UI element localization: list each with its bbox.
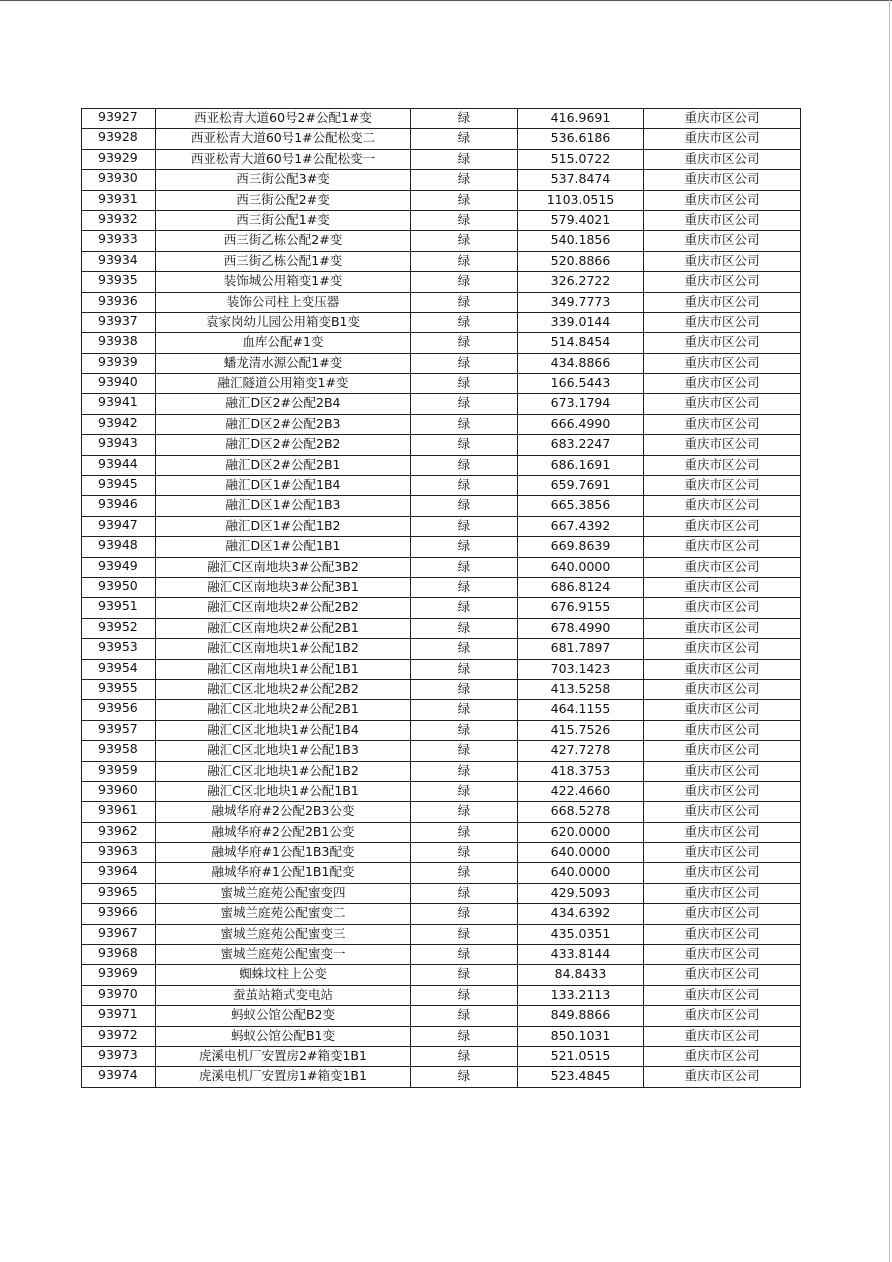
cell-company: 重庆市区公司 [644,985,801,1005]
cell-id: 93946 [82,496,156,516]
cell-name: 蚕茧站箱式变电站 [156,985,411,1005]
cell-name: 蜜城兰庭苑公配蜜变三 [156,924,411,944]
cell-id: 93931 [82,190,156,210]
table-row [82,109,801,129]
cell-name: 融汇C区北地块1#公配1B4 [156,720,411,740]
cell-id: 93944 [82,455,156,475]
cell-value: 665.3856 [518,496,644,516]
cell-id: 93939 [82,353,156,373]
cell-value: 686.1691 [518,455,644,475]
cell-company: 重庆市区公司 [644,312,801,332]
cell-value: 640.0000 [518,843,644,863]
cell-status: 绿 [411,455,518,475]
cell-name: 西三街公配3#变 [156,170,411,190]
cell-value: 415.7526 [518,720,644,740]
cell-name: 融汇D区1#公配1B4 [156,476,411,496]
cell-id: 93950 [82,577,156,597]
table-row [82,679,801,699]
table-row [82,353,801,373]
cell-value: 416.9691 [518,109,644,129]
cell-company: 重庆市区公司 [644,822,801,842]
cell-status: 绿 [411,1046,518,1066]
cell-company: 重庆市区公司 [644,659,801,679]
table-row [82,883,801,903]
cell-name: 西三街乙栋公配2#变 [156,231,411,251]
table-row [82,761,801,781]
cell-company: 重庆市区公司 [644,945,801,965]
cell-name: 西亚松青大道60号1#公配松变一 [156,149,411,169]
cell-status: 绿 [411,618,518,638]
cell-status: 绿 [411,251,518,271]
cell-status: 绿 [411,985,518,1005]
transformer-table [81,108,801,1088]
cell-company: 重庆市区公司 [644,639,801,659]
cell-value: 523.4845 [518,1067,644,1087]
cell-status: 绿 [411,129,518,149]
table-row [82,190,801,210]
cell-id: 93956 [82,700,156,720]
cell-id: 93949 [82,557,156,577]
table-row [82,843,801,863]
cell-id: 93952 [82,618,156,638]
cell-value: 514.8454 [518,333,644,353]
cell-status: 绿 [411,435,518,455]
table-row [82,598,801,618]
cell-company: 重庆市区公司 [644,1026,801,1046]
cell-id: 93967 [82,924,156,944]
cell-value: 520.8866 [518,251,644,271]
cell-id: 93971 [82,1006,156,1026]
cell-id: 93938 [82,333,156,353]
cell-id: 93940 [82,374,156,394]
cell-value: 413.5258 [518,679,644,699]
cell-id: 93974 [82,1067,156,1087]
table-row [82,455,801,475]
cell-name: 融汇C区南地块1#公配1B2 [156,639,411,659]
cell-value: 435.0351 [518,924,644,944]
cell-name: 蜜城兰庭苑公配蜜变二 [156,904,411,924]
cell-company: 重庆市区公司 [644,374,801,394]
cell-status: 绿 [411,516,518,536]
cell-name: 蜜城兰庭苑公配蜜变四 [156,883,411,903]
cell-name: 融城华府#1公配1B3配变 [156,843,411,863]
cell-value: 640.0000 [518,863,644,883]
cell-company: 重庆市区公司 [644,700,801,720]
cell-name: 虎溪电机厂安置房1#箱变1B1 [156,1067,411,1087]
cell-value: 678.4990 [518,618,644,638]
cell-value: 667.4392 [518,516,644,536]
cell-id: 93935 [82,272,156,292]
table-row [82,1026,801,1046]
cell-company: 重庆市区公司 [644,924,801,944]
cell-id: 93957 [82,720,156,740]
cell-company: 重庆市区公司 [644,802,801,822]
cell-id: 93964 [82,863,156,883]
cell-status: 绿 [411,802,518,822]
table-row [82,496,801,516]
cell-id: 93968 [82,945,156,965]
cell-status: 绿 [411,394,518,414]
table-row [82,985,801,1005]
table-row [82,1046,801,1066]
table-row [82,965,801,985]
table-row [82,618,801,638]
cell-id: 93960 [82,781,156,801]
cell-id: 93932 [82,210,156,230]
cell-value: 659.7691 [518,476,644,496]
cell-company: 重庆市区公司 [644,781,801,801]
cell-id: 93930 [82,170,156,190]
cell-company: 重庆市区公司 [644,965,801,985]
cell-company: 重庆市区公司 [644,557,801,577]
cell-name: 血库公配#1变 [156,333,411,353]
cell-company: 重庆市区公司 [644,394,801,414]
cell-name: 西三街公配2#变 [156,190,411,210]
cell-company: 重庆市区公司 [644,149,801,169]
cell-status: 绿 [411,904,518,924]
cell-company: 重庆市区公司 [644,1067,801,1087]
table-row [82,1067,801,1087]
table-row [82,210,801,230]
cell-name: 融汇D区1#公配1B3 [156,496,411,516]
cell-id: 93973 [82,1046,156,1066]
cell-company: 重庆市区公司 [644,333,801,353]
table-row [82,129,801,149]
cell-company: 重庆市区公司 [644,679,801,699]
table-row [82,557,801,577]
table-row [82,476,801,496]
table-row [82,577,801,597]
cell-company: 重庆市区公司 [644,251,801,271]
cell-value: 686.8124 [518,577,644,597]
table-row [82,904,801,924]
cell-name: 融汇D区2#公配2B2 [156,435,411,455]
table-row [82,292,801,312]
cell-value: 640.0000 [518,557,644,577]
cell-name: 虎溪电机厂安置房2#箱变1B1 [156,1046,411,1066]
cell-company: 重庆市区公司 [644,1046,801,1066]
cell-id: 93947 [82,516,156,536]
table-row [82,231,801,251]
cell-status: 绿 [411,537,518,557]
cell-company: 重庆市区公司 [644,598,801,618]
cell-status: 绿 [411,781,518,801]
cell-company: 重庆市区公司 [644,537,801,557]
cell-company: 重庆市区公司 [644,761,801,781]
cell-company: 重庆市区公司 [644,190,801,210]
cell-status: 绿 [411,679,518,699]
cell-value: 537.8474 [518,170,644,190]
cell-value: 464.1155 [518,700,644,720]
cell-id: 93969 [82,965,156,985]
cell-value: 521.0515 [518,1046,644,1066]
cell-value: 849.8866 [518,1006,644,1026]
cell-company: 重庆市区公司 [644,720,801,740]
cell-id: 93933 [82,231,156,251]
cell-company: 重庆市区公司 [644,863,801,883]
page-top-border [0,0,892,1]
cell-company: 重庆市区公司 [644,231,801,251]
cell-value: 668.5278 [518,802,644,822]
cell-id: 93937 [82,312,156,332]
cell-name: 装饰公司柱上变压器 [156,292,411,312]
cell-name: 蚂蚁公馆公配B2变 [156,1006,411,1026]
table-row [82,863,801,883]
cell-status: 绿 [411,109,518,129]
cell-company: 重庆市区公司 [644,577,801,597]
cell-id: 93948 [82,537,156,557]
cell-status: 绿 [411,843,518,863]
cell-status: 绿 [411,822,518,842]
cell-value: 418.3753 [518,761,644,781]
table-row [82,394,801,414]
cell-name: 西亚松青大道60号2#公配1#变 [156,109,411,129]
cell-value: 579.4021 [518,210,644,230]
cell-value: 429.5093 [518,883,644,903]
cell-status: 绿 [411,190,518,210]
cell-name: 西三街乙栋公配1#变 [156,251,411,271]
cell-company: 重庆市区公司 [644,455,801,475]
cell-value: 540.1856 [518,231,644,251]
cell-company: 重庆市区公司 [644,741,801,761]
cell-id: 93963 [82,843,156,863]
cell-id: 93928 [82,129,156,149]
cell-company: 重庆市区公司 [644,353,801,373]
cell-name: 装饰城公用箱变1#变 [156,272,411,292]
cell-value: 433.8144 [518,945,644,965]
cell-name: 融汇D区1#公配1B1 [156,537,411,557]
cell-name: 融汇D区2#公配2B1 [156,455,411,475]
cell-name: 融汇C区南地块2#公配2B1 [156,618,411,638]
cell-id: 93929 [82,149,156,169]
cell-value: 349.7773 [518,292,644,312]
table-row [82,272,801,292]
table-row [82,333,801,353]
cell-value: 84.8433 [518,965,644,985]
cell-name: 融汇C区北地块1#公配1B2 [156,761,411,781]
cell-value: 669.8639 [518,537,644,557]
cell-status: 绿 [411,210,518,230]
cell-value: 703.1423 [518,659,644,679]
cell-value: 673.1794 [518,394,644,414]
cell-company: 重庆市区公司 [644,904,801,924]
cell-company: 重庆市区公司 [644,272,801,292]
cell-status: 绿 [411,414,518,434]
cell-status: 绿 [411,292,518,312]
cell-status: 绿 [411,149,518,169]
cell-status: 绿 [411,761,518,781]
cell-name: 融汇C区北地块2#公配2B1 [156,700,411,720]
table-row [82,1006,801,1026]
cell-name: 融汇C区北地块1#公配1B1 [156,781,411,801]
table-row [82,741,801,761]
cell-status: 绿 [411,312,518,332]
cell-company: 重庆市区公司 [644,618,801,638]
table-row [82,435,801,455]
table-row [82,374,801,394]
cell-status: 绿 [411,965,518,985]
cell-id: 93941 [82,394,156,414]
cell-id: 93961 [82,802,156,822]
cell-status: 绿 [411,353,518,373]
page-right-border [889,0,890,1262]
table-row [82,802,801,822]
cell-name: 蚂蚁公馆公配B1变 [156,1026,411,1046]
cell-status: 绿 [411,924,518,944]
cell-id: 93970 [82,985,156,1005]
cell-status: 绿 [411,700,518,720]
cell-value: 683.2247 [518,435,644,455]
cell-id: 93955 [82,679,156,699]
cell-name: 蟠龙清水源公配1#变 [156,353,411,373]
cell-name: 融汇D区1#公配1B2 [156,516,411,536]
cell-id: 93951 [82,598,156,618]
table-row [82,516,801,536]
table-row [82,720,801,740]
cell-status: 绿 [411,720,518,740]
table-row [82,170,801,190]
cell-name: 融汇C区北地块2#公配2B2 [156,679,411,699]
cell-value: 166.5443 [518,374,644,394]
cell-company: 重庆市区公司 [644,109,801,129]
cell-value: 515.0722 [518,149,644,169]
cell-company: 重庆市区公司 [644,292,801,312]
cell-company: 重庆市区公司 [644,1006,801,1026]
cell-company: 重庆市区公司 [644,414,801,434]
cell-id: 93936 [82,292,156,312]
cell-id: 93962 [82,822,156,842]
table-row [82,312,801,332]
cell-id: 93945 [82,476,156,496]
cell-status: 绿 [411,577,518,597]
cell-value: 681.7897 [518,639,644,659]
cell-status: 绿 [411,741,518,761]
cell-status: 绿 [411,639,518,659]
cell-name: 蜜城兰庭苑公配蜜变一 [156,945,411,965]
cell-id: 93958 [82,741,156,761]
cell-status: 绿 [411,863,518,883]
cell-status: 绿 [411,476,518,496]
cell-name: 融城华府#1公配1B1配变 [156,863,411,883]
cell-id: 93953 [82,639,156,659]
cell-id: 93972 [82,1026,156,1046]
cell-name: 融汇C区南地块3#公配3B1 [156,577,411,597]
cell-name: 融汇C区南地块3#公配3B2 [156,557,411,577]
cell-value: 434.6392 [518,904,644,924]
cell-status: 绿 [411,945,518,965]
cell-status: 绿 [411,557,518,577]
cell-company: 重庆市区公司 [644,843,801,863]
cell-company: 重庆市区公司 [644,170,801,190]
cell-status: 绿 [411,1067,518,1087]
cell-name: 西三街公配1#变 [156,210,411,230]
table-row [82,659,801,679]
cell-status: 绿 [411,1026,518,1046]
cell-company: 重庆市区公司 [644,516,801,536]
table-row [82,700,801,720]
table-row [82,639,801,659]
cell-status: 绿 [411,272,518,292]
cell-status: 绿 [411,1006,518,1026]
table-row [82,149,801,169]
table-row [82,414,801,434]
cell-value: 850.1031 [518,1026,644,1046]
cell-value: 427.7278 [518,741,644,761]
table-row [82,781,801,801]
cell-status: 绿 [411,374,518,394]
table-row [82,251,801,271]
table-body [82,109,801,1088]
cell-name: 融城华府#2公配2B3公变 [156,802,411,822]
cell-id: 93959 [82,761,156,781]
cell-company: 重庆市区公司 [644,210,801,230]
cell-status: 绿 [411,598,518,618]
cell-status: 绿 [411,333,518,353]
cell-id: 93942 [82,414,156,434]
cell-name: 袁家岗幼儿园公用箱变B1变 [156,312,411,332]
cell-value: 326.2722 [518,272,644,292]
cell-name: 融汇C区南地块2#公配2B2 [156,598,411,618]
cell-value: 1103.0515 [518,190,644,210]
cell-status: 绿 [411,496,518,516]
cell-name: 融汇D区2#公配2B4 [156,394,411,414]
cell-value: 422.4660 [518,781,644,801]
cell-name: 融汇C区南地块1#公配1B1 [156,659,411,679]
cell-name: 融汇C区北地块1#公配1B3 [156,741,411,761]
cell-value: 536.6186 [518,129,644,149]
cell-value: 666.4990 [518,414,644,434]
cell-id: 93934 [82,251,156,271]
cell-name: 融汇隧道公用箱变1#变 [156,374,411,394]
cell-company: 重庆市区公司 [644,883,801,903]
cell-value: 339.0144 [518,312,644,332]
cell-id: 93966 [82,904,156,924]
cell-company: 重庆市区公司 [644,496,801,516]
cell-id: 93954 [82,659,156,679]
cell-value: 676.9155 [518,598,644,618]
table-row [82,945,801,965]
cell-name: 融汇D区2#公配2B3 [156,414,411,434]
cell-company: 重庆市区公司 [644,129,801,149]
cell-value: 620.0000 [518,822,644,842]
table-row [82,822,801,842]
cell-name: 融城华府#2公配2B1公变 [156,822,411,842]
cell-value: 434.8866 [518,353,644,373]
table-row [82,537,801,557]
cell-status: 绿 [411,170,518,190]
table-row [82,924,801,944]
cell-company: 重庆市区公司 [644,476,801,496]
cell-company: 重庆市区公司 [644,435,801,455]
cell-value: 133.2113 [518,985,644,1005]
cell-name: 蜘蛛坟柱上公变 [156,965,411,985]
cell-status: 绿 [411,883,518,903]
cell-status: 绿 [411,231,518,251]
cell-name: 西亚松青大道60号1#公配松变二 [156,129,411,149]
cell-id: 93943 [82,435,156,455]
cell-id: 93965 [82,883,156,903]
cell-status: 绿 [411,659,518,679]
cell-id: 93927 [82,109,156,129]
